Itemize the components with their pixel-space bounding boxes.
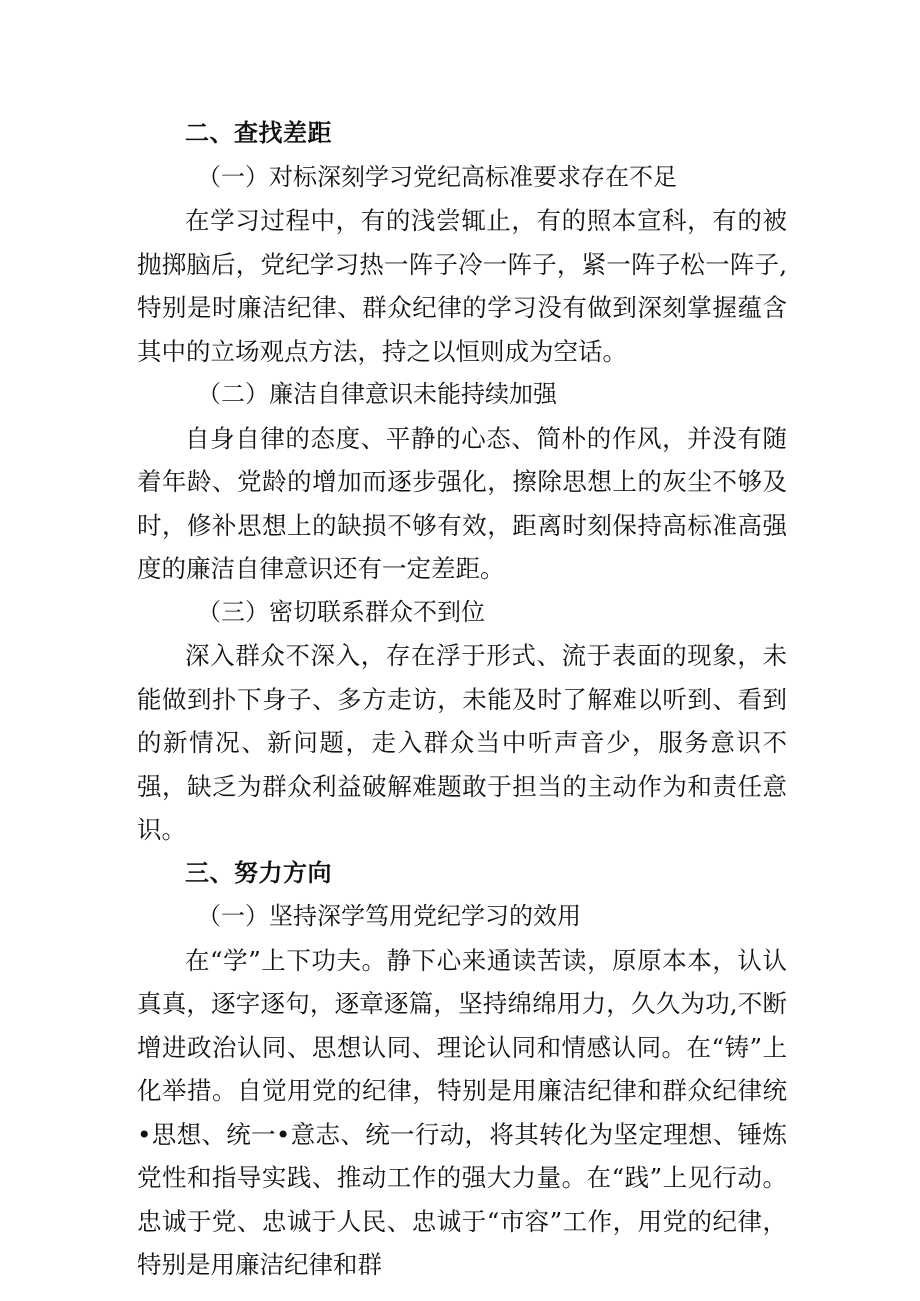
paragraph-2-2: 自身自律的态度、平静的心态、简朴的作风，并没有随着年龄、党龄的增加而逐步强化，擦除思想上的灰尘不够及时，修补思想上的缺损不够有效，距离时刻保持高标准高强度的廉洁自律意识还有一定差距。 xyxy=(137,423,787,583)
section-heading-3: 三、努力方向 xyxy=(185,858,332,887)
paragraph-2-3: 深入群众不深入，存在浮于形式、流于表面的现象，未能做到扑下身子、多方走访，未能及时了解难以听到、看到的新情况、新问题，走入群众当中听声音少，服务意识不强，缺乏为群众利益破解难题敢于担当的主动作为和责任意识。 xyxy=(137,641,787,844)
subsection-title-3-1: （一）坚持深学笃用党纪学习的效用 xyxy=(197,902,581,930)
subsection-title-2-1: （一）对标深刻学习党纪高标准要求存在不足 xyxy=(197,162,677,191)
subsection-title-2-2: （二）廉洁自律意识未能持续加强 xyxy=(197,380,557,408)
document-content xyxy=(137,112,787,1287)
paragraph-2-1: 在学习过程中，有的浅尝辄止，有的照本宣科，有的被抛掷脑后，党纪学习热一阵子冷一阵子，紧一阵子松一阵子,特别是时廉洁纪律、群众纪律的学习没有做到深刻掌握蕴含其中的立场观点方法，持之以恒则成为空话。 xyxy=(137,206,787,366)
section-heading-2: 二、查找差距 xyxy=(185,119,332,147)
paragraph-3-1: 在“学”上下功夫。静下心来通读苦读，原原本本，认认真真，逐字逐句，逐章逐篇，坚持绵绵用力，久久为功,不断增进政治认同、思想认同、理论认同和情感认同。在“铸”上化举措。自觉用党的纪律，特别是用廉洁纪律和群众纪律统•思想、统一•意志、统一行动，将其转化为坚定理想、锤炼党性和指导实践、推动工作的强大力量。在“践”上见行动。忠诚于党、忠诚于人民、忠诚于“市容”工作，用党的纪律，特别是用廉洁纪律和群 xyxy=(137,945,787,1279)
subsection-title-2-3: （三）密切联系群众不到位 xyxy=(197,597,485,626)
